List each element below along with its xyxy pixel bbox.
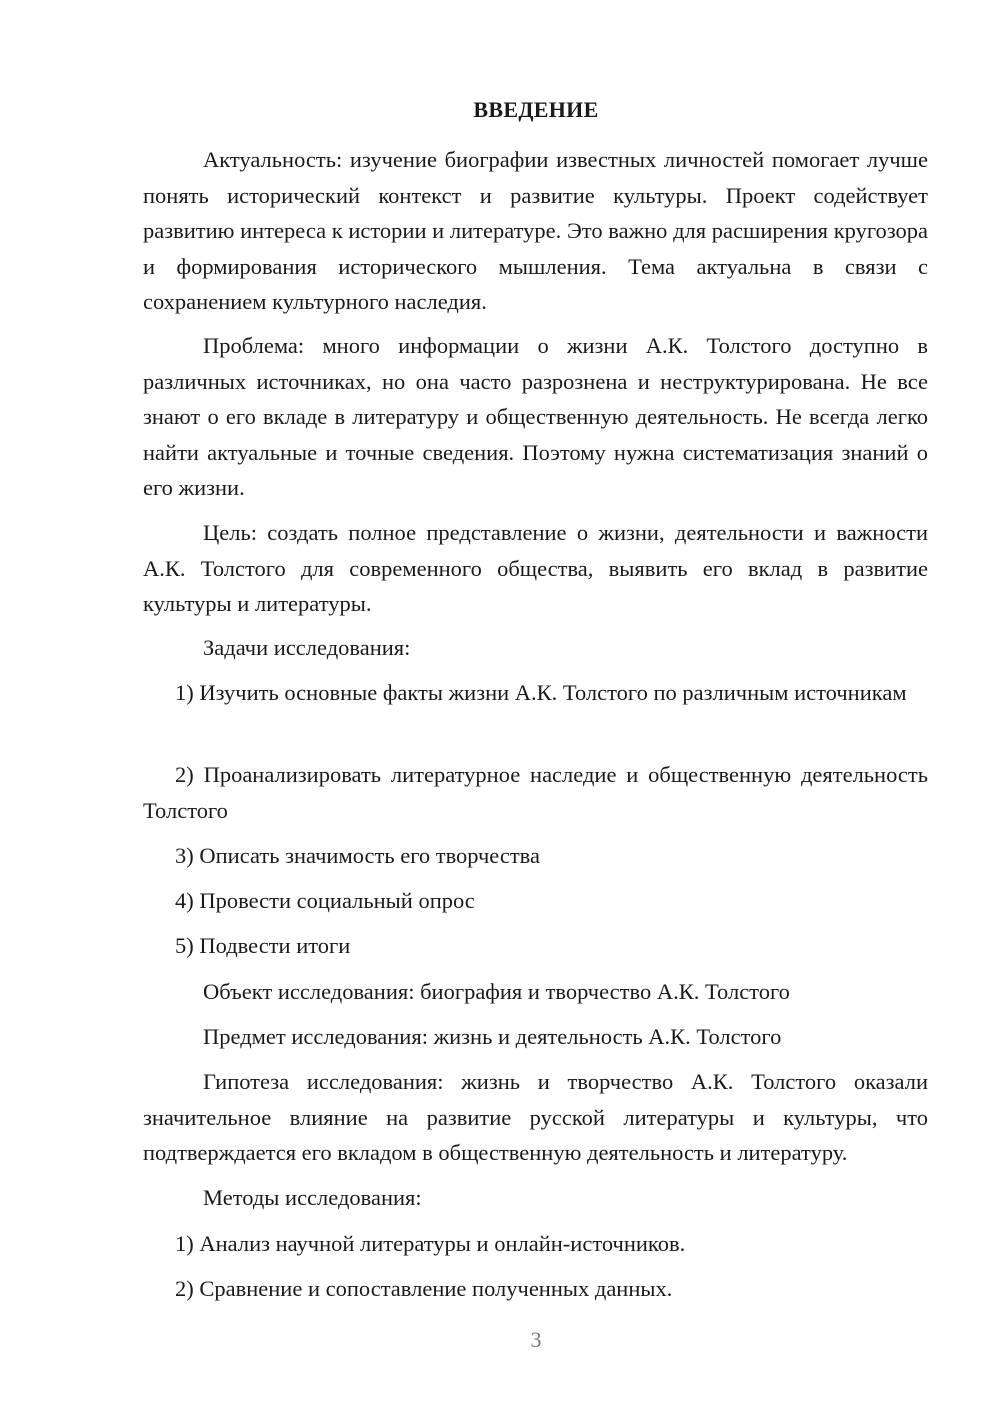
page-number: 3 bbox=[530, 1327, 542, 1352]
paragraph-goal: Цель: создать полное представление о жизни, деятельности и важности А.К. Толстого для современного общества, выявить его вклад в развитие культуры и литературы. bbox=[143, 520, 928, 616]
paragraph-object: Объект исследования: биография и творчество А.К. Толстого bbox=[203, 979, 790, 1004]
paragraph-relevance: Актуальность: изучение биографии известных личностей помогает лучше понять исторический контекст и развитие культуры. Проект содействует развитию интереса к истории и литературе. Это важно для расширения кругозора и формирования исторического мышления. Тема актуальна в связи с сохранением культурного наследия. bbox=[143, 147, 928, 314]
method-item-1: 1) Анализ научной литературы и онлайн-источников. bbox=[175, 1231, 686, 1256]
task-item-1: 1) Изучить основные факты жизни А.К. Толстого по различным источникам bbox=[175, 680, 907, 705]
task-item-2: 2) Проанализировать литературное наследие и общественную деятельность Толстого bbox=[143, 762, 928, 823]
task-item-4: 4) Провести социальный опрос bbox=[175, 888, 475, 913]
task-item-3: 3) Описать значимость его творчества bbox=[175, 843, 540, 868]
page-heading: ВВЕДЕНИЕ bbox=[473, 97, 599, 122]
paragraph-problem: Проблема: много информации о жизни А.К. Толстого доступно в различных источниках, но она часто разрознена и неструктурирована. Не все знают о его вкладе в литературу и общественную деятельность. Не всегда легко найти актуальные и точные сведения. Поэтому нужна систематизация знаний о его жизни. bbox=[143, 333, 928, 500]
paragraph-subject: Предмет исследования: жизнь и деятельность А.К. Толстого bbox=[203, 1024, 782, 1049]
paragraph-hypothesis: Гипотеза исследования: жизнь и творчество А.К. Толстого оказали значительное влияние на развитие русской литературы и культуры, что подтверждается его вкладом в общественную деятельность и литературу. bbox=[143, 1069, 928, 1165]
method-item-2: 2) Сравнение и сопоставление полученных данных. bbox=[175, 1276, 673, 1301]
task-item-5: 5) Подвести итоги bbox=[175, 933, 351, 958]
tasks-title: Задачи исследования: bbox=[203, 635, 411, 660]
methods-title: Методы исследования: bbox=[203, 1185, 422, 1210]
